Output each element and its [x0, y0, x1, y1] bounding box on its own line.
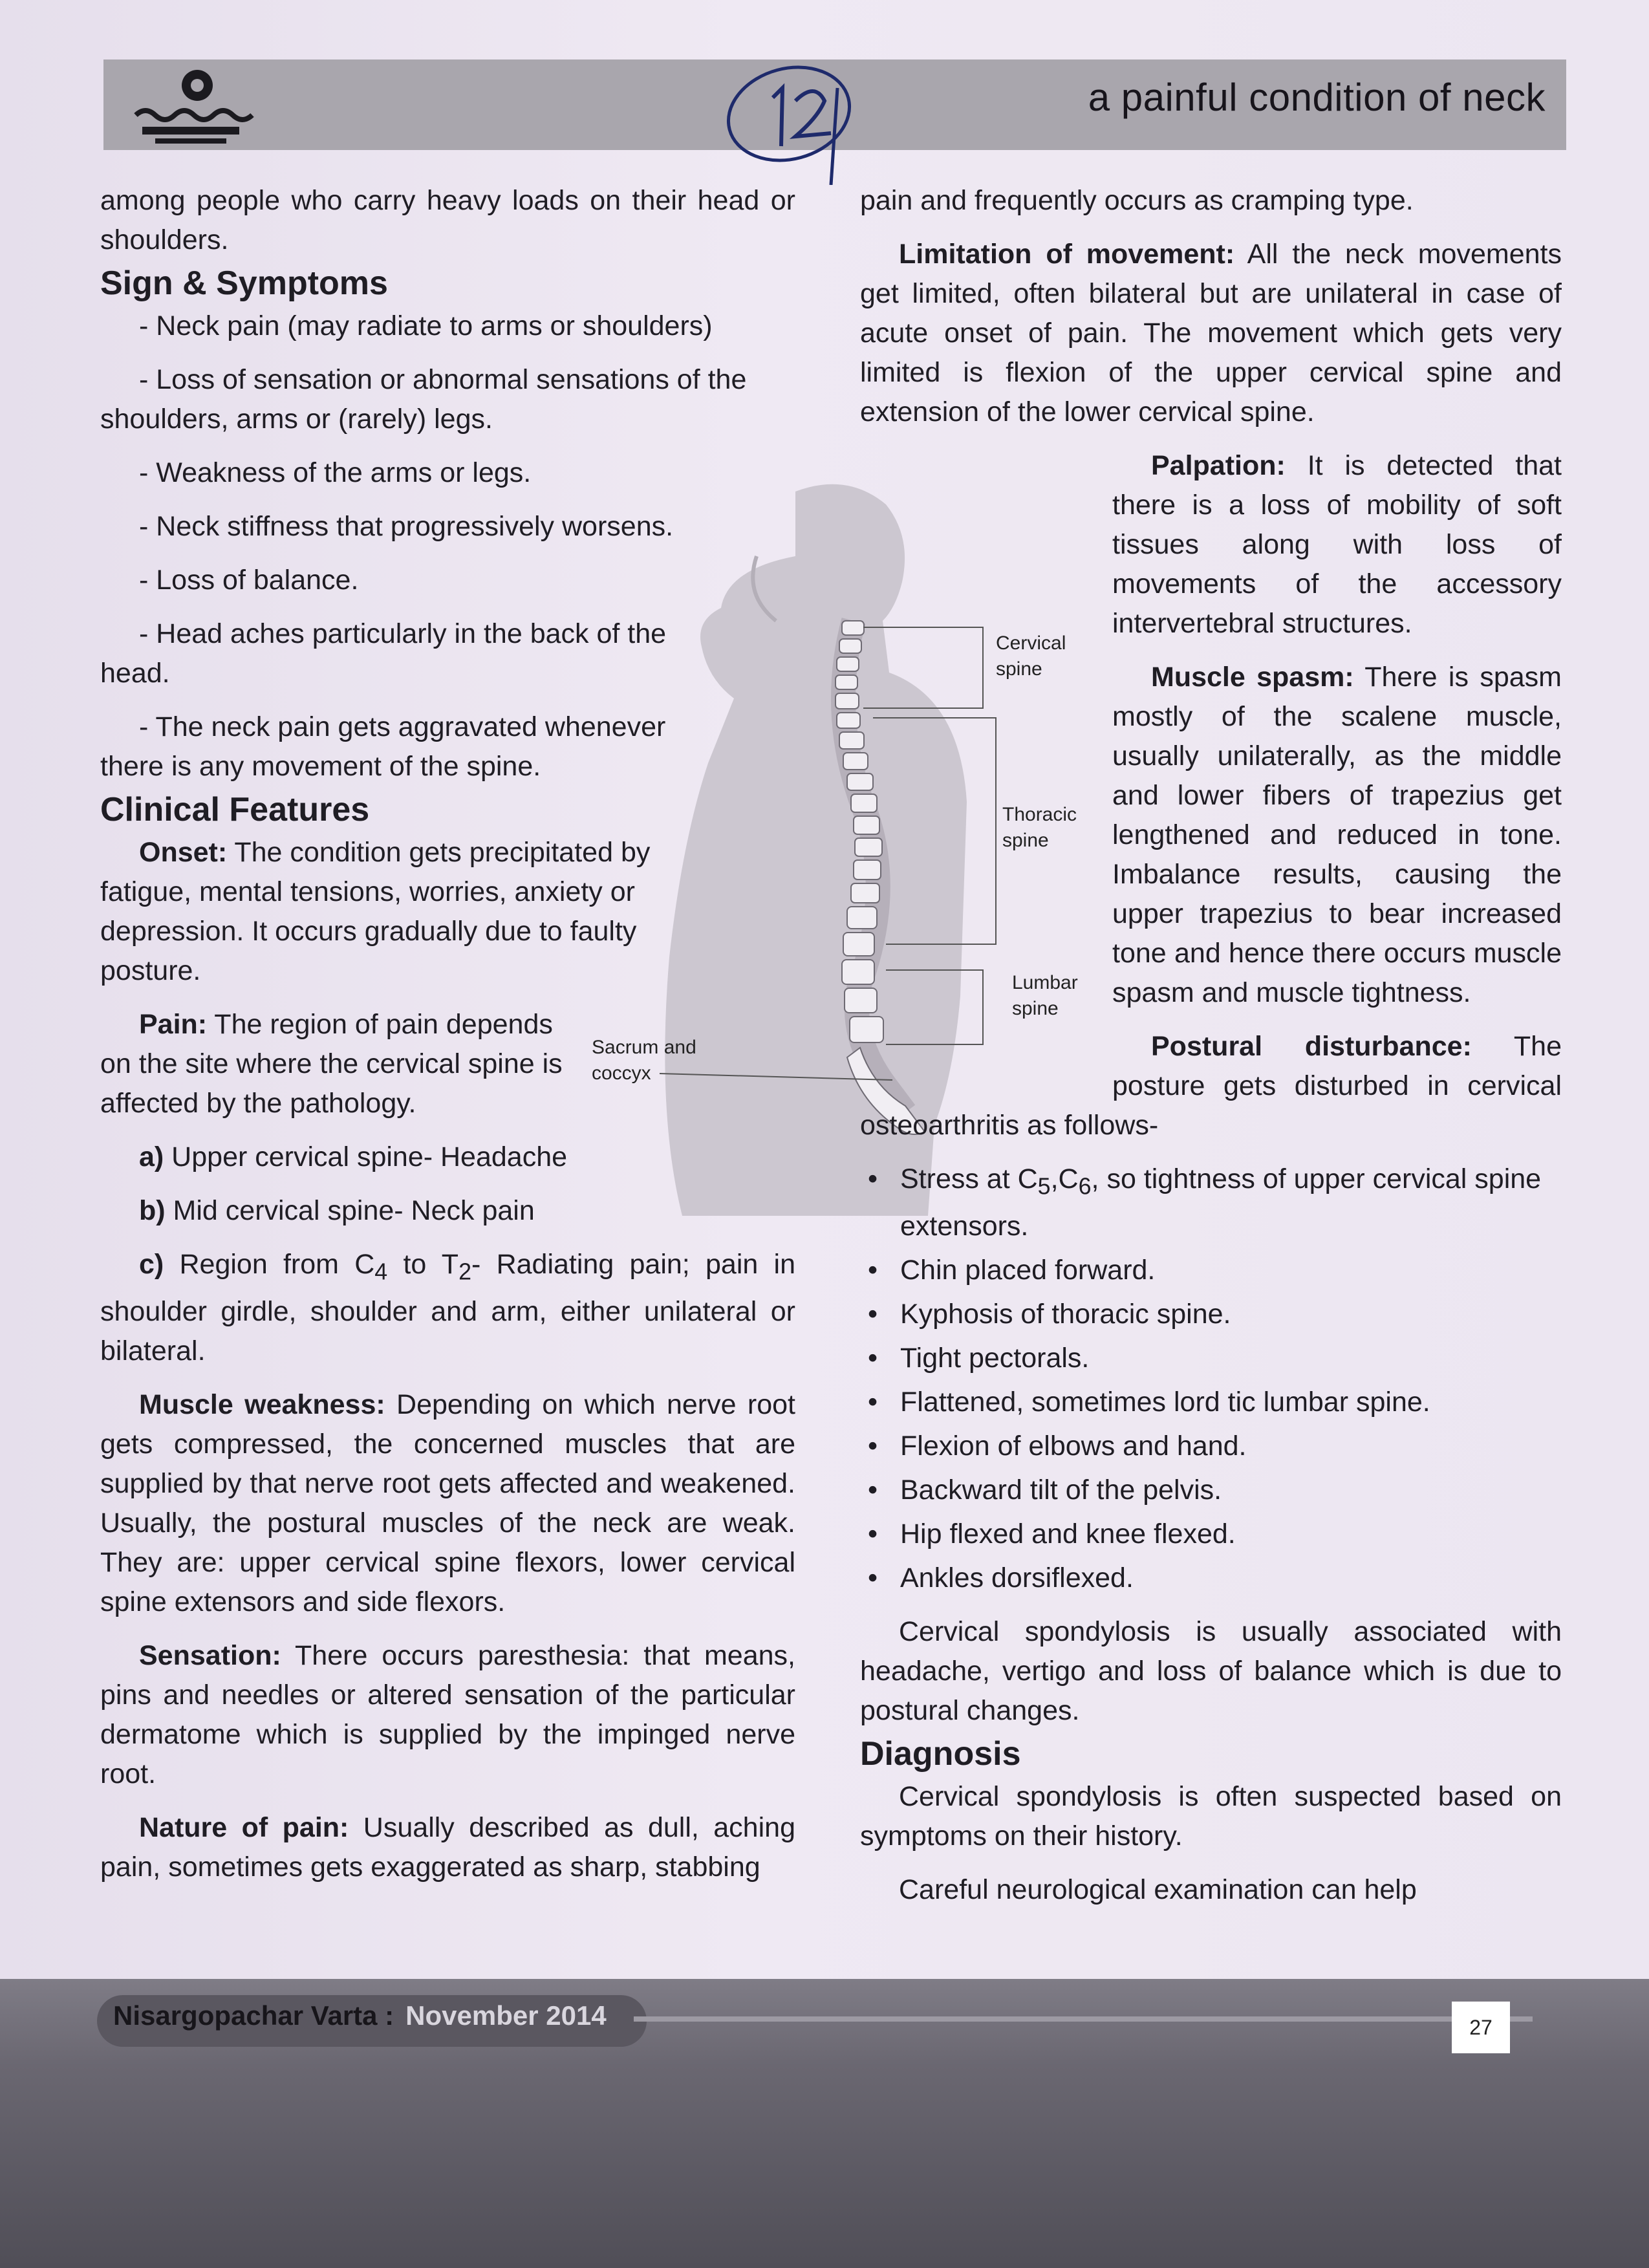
symptom-line: - Weakness of the arms or legs. [139, 457, 532, 488]
list-item: • Flattened, sometimes lord tic lumbar spine. [860, 1383, 1562, 1422]
lumbar-spine-label: Lumbar spine [1012, 972, 1078, 1019]
item-text: Mid cervical spine- Neck pain [165, 1195, 535, 1226]
sensation-text: There occurs paresthesia: that means, pins and needles or altered sensation of the particular dermatome which is supplied by the impinged nerve root. [100, 1639, 795, 1789]
limitation-text: All the neck movements get limited, often bilateral but are unilateral in case of acute onset of pain. The movement which gets very limited is flexion of the upper cervical spine and extension of the lower cervical spine. [860, 239, 1562, 427]
diagnosis-heading: Diagnosis [860, 1734, 1021, 1773]
symptom-line: - Neck pain (may radiate to arms or shoulders) [139, 310, 713, 341]
list-item: • Flexion of elbows and hand. [860, 1427, 1562, 1466]
item-label: a) [139, 1141, 164, 1172]
muscle-spasm-label: Muscle spasm: [1151, 662, 1354, 693]
figure-wrap-space [860, 432, 1112, 1085]
bullet-text: ,C [1050, 1163, 1079, 1194]
bullet-text: Stress at C [900, 1163, 1038, 1194]
nature-of-pain-paragraph [100, 1808, 795, 1887]
symptom-line: - Head aches particularly in the back of the head. [100, 618, 667, 689]
magazine-name: Nisargopachar Varta : [113, 2000, 394, 2031]
symptom-line: - Loss of sensation or abnormal sensations of the shoulders, arms or (rarely) legs. [100, 364, 747, 435]
item-text: to T [387, 1249, 459, 1280]
pain-label: Pain: [139, 1009, 208, 1040]
onset-label: Onset: [139, 837, 228, 868]
item-text: Upper cervical spine- Headache [164, 1141, 568, 1172]
diagnosis-paragraph-2: Careful neurological examination can help [899, 1874, 1417, 1905]
item-text: Region from C [164, 1249, 375, 1280]
list-item: • Kyphosis of thoracic spine. [860, 1295, 1562, 1334]
right-column [860, 181, 1562, 1910]
pain-paragraph [100, 1005, 566, 1123]
page-title: a painful condition of neck [1088, 76, 1546, 119]
issue-month: November 2014 [405, 2000, 607, 2031]
palpation-text: It is detected that there is a loss of mobility of soft tissues along with loss of movements of the accessory intervertebral structures. [1112, 450, 1562, 639]
bullet-icon: • [868, 1163, 878, 1194]
subscript: 6 [1078, 1173, 1092, 1200]
item-label: b) [139, 1195, 166, 1226]
footer-magazine-name [113, 2000, 607, 2031]
symptom-line: - Neck stiffness that progressively worsens. [139, 511, 674, 542]
item-label: c) [139, 1249, 164, 1280]
diagnosis-paragraph: Cervical spondylosis is often suspected based on symptoms on their history. [860, 1780, 1562, 1852]
sensation-paragraph [100, 1636, 795, 1794]
symptom-line: - The neck pain gets aggravated whenever there is any movement of the spine. [100, 711, 666, 782]
page-number: 27 [1452, 2002, 1510, 2053]
svg-text:12: 12 [711, 62, 713, 63]
postural-text: The posture gets disturbed in cervical osteoarthritis as follows- [860, 1031, 1562, 1141]
item-text: - Radiating pain; pain in shoulder girdle, shoulder and arm, either unilateral or bilateral. [100, 1249, 795, 1366]
list-item: • Ankles dorsiflexed. [860, 1559, 1562, 1598]
list-item: • Chin placed forward. [860, 1251, 1562, 1290]
sun-waves-logo-icon [129, 65, 265, 149]
limitation-paragraph [860, 235, 1562, 432]
list-item: • Tight pectorals. [860, 1339, 1562, 1378]
association-paragraph: Cervical spondylosis is usually associated with headache, vertigo and loss of balance which is due to postural changes. [860, 1615, 1562, 1726]
bullet-text: , so tightness of upper cervical spine extensors. [900, 1163, 1542, 1242]
postural-label: Postural disturbance: [1151, 1031, 1472, 1062]
thoracic-spine-label: Thoracic spine [1002, 804, 1077, 851]
palpation-label: Palpation: [1151, 450, 1286, 481]
pain-item-c [100, 1245, 795, 1371]
nature-of-pain-text: Usually described as dull, aching pain, sometimes gets exaggerated as sharp, stabbing [100, 1811, 795, 1883]
onset-text: The condition gets precipitated by fatigue, mental tensions, worries, anxiety or depression. It occurs gradually due to faulty posture. [100, 837, 651, 986]
right-intro-paragraph: pain and frequently occurs as cramping type. [860, 185, 1414, 216]
list-item: • Hip flexed and knee flexed. [860, 1515, 1562, 1554]
list-item: • Backward tilt of the pelvis. [860, 1471, 1562, 1510]
limitation-label: Limitation of movement: [899, 239, 1235, 270]
nature-of-pain-label: Nature of pain: [139, 1811, 349, 1843]
muscle-weakness-paragraph [100, 1385, 795, 1622]
bullet-stress [860, 1160, 1562, 1246]
footer-rule [634, 2016, 1533, 2022]
muscle-spasm-text: There is spasm mostly of the scalene muscle, usually unilaterally, as the middle and lower fibers of trapezius get lengthened and reduced in tone. Imbalance results, causing the upper trapezius to bear increased tone and hence there occurs muscle spasm and muscle tightness. [1112, 662, 1562, 1008]
pain-text: The region of pain depends on the site where the cervical spine is affected by the pathology. [100, 1009, 563, 1119]
handwritten-page-mark-icon [711, 62, 879, 185]
subscript: 4 [374, 1258, 388, 1285]
clinical-features-heading: Clinical Features [100, 791, 370, 828]
sign-symptoms-heading: Sign & Symptoms [100, 265, 388, 302]
subscript: 5 [1037, 1173, 1051, 1200]
subscript: 2 [458, 1258, 472, 1285]
muscle-weakness-text: Depending on which nerve root gets compressed, the concerned muscles that are supplied by that nerve root gets affected and weakened. Usually, the postural muscles of the neck are weak. They are: upper cervical spine flexors, lower cervical spine extensors and side flexors. [100, 1388, 795, 1617]
symptom-line: - Loss of balance. [139, 565, 359, 596]
muscle-weakness-label: Muscle weakness: [139, 1388, 385, 1420]
cervical-spine-label: Cervical spine [996, 632, 1066, 680]
sensation-label: Sensation: [139, 1639, 281, 1671]
sacrum-coccyx-label: Sacrum and coccyx [592, 1037, 696, 1084]
postural-bullet-list [860, 1251, 1562, 1598]
left-intro-paragraph: among people who carry heavy loads on their head or shoulders. [100, 185, 795, 255]
